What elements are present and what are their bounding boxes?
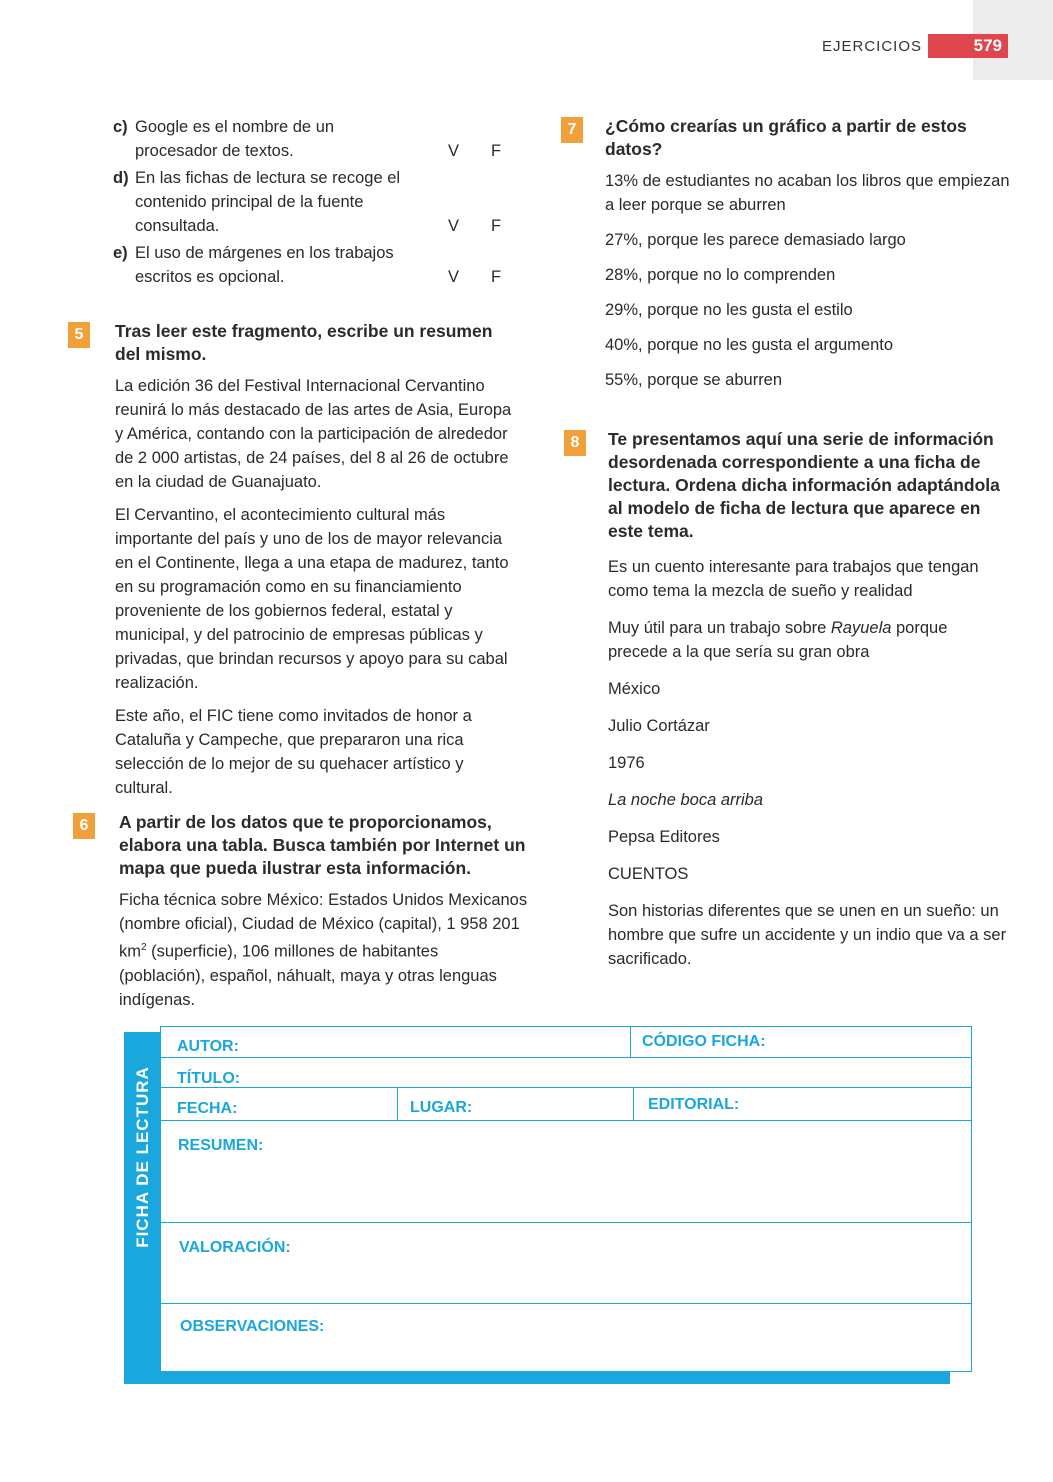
exercise-6-superscript: 2 <box>141 942 147 953</box>
titulo-label: TÍTULO: <box>177 1070 241 1087</box>
exercise-5 <box>115 320 515 809</box>
info-item: Es un cuento interesante para trabajos que tengan como tema la mezcla de sueño y realidad <box>608 558 979 600</box>
data-line: 55%, porque se aburren <box>605 371 783 389</box>
card-row-titulo <box>161 1058 971 1088</box>
codigo-label: CÓDIGO FICHA: <box>642 1033 766 1050</box>
exercise-6-text <box>119 888 529 1012</box>
exercise-5-paragraph: El Cervantino, el acontecimiento cultural más importante del país y uno de los de mayor relevancia en el Continente, llega a una etapa de madurez, tanto en su programación como en su financiamiento proveniente de los gobiernos federal, estatal y municipal, y del patrocinio de empresas públicas y privadas, que brindan recursos y apoyo para su cabal realización. <box>115 506 509 692</box>
titulo-field[interactable] <box>161 1058 971 1087</box>
true-false-item <box>113 166 533 238</box>
exercise-6-number: 6 <box>73 813 95 839</box>
info-text: porque precede a la que sería su gran obra <box>608 619 948 661</box>
exercise-6 <box>119 811 529 1021</box>
autor-label: AUTOR: <box>177 1038 239 1055</box>
exercise-8 <box>608 428 1008 984</box>
false-option[interactable]: F <box>491 142 502 160</box>
card-row-resumen[interactable] <box>161 1121 971 1223</box>
section-header: EJERCICIOS <box>822 38 923 55</box>
exercise-5-paragraph: Este año, el FIC tiene como invitados de honor a Cataluña y Campeche, que prepararon una rica selección de lo mejor de su quehacer artístico y cultural. <box>115 707 472 797</box>
card-row-observaciones[interactable] <box>161 1304 971 1370</box>
exercise-7-number: 7 <box>561 117 583 143</box>
data-line: 27%, porque les parece demasiado largo <box>605 231 906 249</box>
info-item: Julio Cortázar <box>608 717 710 735</box>
item-letter: c) <box>113 118 128 136</box>
page-number: 579 <box>928 34 1008 58</box>
info-item <box>608 616 1008 664</box>
card-row-fecha <box>161 1088 971 1121</box>
valoracion-label: VALORACIÓN: <box>179 1239 291 1256</box>
observaciones-label: OBSERVACIONES: <box>180 1318 325 1335</box>
info-item: 1976 <box>608 754 645 772</box>
card-row-valoracion[interactable] <box>161 1223 971 1304</box>
false-option[interactable]: F <box>491 217 502 235</box>
item-text: En las fichas de lectura se recoge el contenido principal de la fuente consultada. <box>135 169 401 235</box>
left-column <box>113 115 533 292</box>
item-text: El uso de márgenes en los trabajos escritos es opcional. <box>135 244 394 286</box>
exercise-5-title: Tras leer este fragmento, escribe un resumen del mismo. <box>115 321 493 364</box>
info-item: México <box>608 680 661 698</box>
item-text: Google es el nombre de un procesador de textos. <box>135 118 335 160</box>
true-option[interactable]: V <box>448 142 460 160</box>
codigo-field[interactable] <box>631 1027 971 1057</box>
reading-card-label-text: FICHA DE LECTURA <box>133 1066 152 1248</box>
item-letter: e) <box>113 244 128 262</box>
exercise-6-title: A partir de los datos que te proporcionamos, elabora una tabla. Busca también por Internet un mapa que pueda ilustrar esta información. <box>119 812 526 878</box>
false-option[interactable]: F <box>491 268 502 286</box>
exercise-7-title: ¿Cómo crearías un gráfico a partir de estos datos? <box>605 116 967 159</box>
true-option[interactable]: V <box>448 217 460 235</box>
card-row-autor <box>161 1027 971 1058</box>
reading-card-side-label <box>124 1032 162 1372</box>
data-line: 40%, porque no les gusta el argumento <box>605 336 894 354</box>
fecha-field[interactable] <box>161 1088 398 1120</box>
exercise-7 <box>605 115 1010 403</box>
info-item: CUENTOS <box>608 865 689 883</box>
exercise-6-text-b: (superficie), 106 millones de habitantes (población), español, náhualt, maya y otras lenguas indígenas. <box>119 942 497 1009</box>
editorial-field[interactable] <box>634 1088 971 1120</box>
book-title: Rayuela <box>830 619 892 637</box>
true-option[interactable]: V <box>448 268 460 286</box>
resumen-label: RESUMEN: <box>178 1137 264 1154</box>
reading-card <box>160 1026 972 1372</box>
info-text: Muy útil para un trabajo sobre <box>608 619 831 637</box>
data-line: 28%, porque no lo comprenden <box>605 266 836 284</box>
info-item: Son historias diferentes que se unen en un sueño: un hombre que sufre un accidente y un indio que va a ser sacrificado. <box>608 902 1007 968</box>
autor-field[interactable] <box>161 1027 631 1057</box>
fecha-label: FECHA: <box>177 1100 238 1117</box>
editorial-label: EDITORIAL: <box>648 1096 740 1113</box>
true-false-item <box>113 115 533 163</box>
lugar-field[interactable] <box>398 1088 634 1120</box>
exercise-5-number: 5 <box>68 322 90 348</box>
exercise-5-paragraph: La edición 36 del Festival Internacional Cervantino reunirá lo más destacado de las artes de Asia, Europa y América, contando con la participación de alrededor de 2 000 artistas, de 24 países, del 8 al 26 de octubre en la ciudad de Guanajuato. <box>115 377 512 491</box>
exercise-6-text-a: Ficha técnica sobre México: Estados Unidos Mexicanos (nombre oficial), Ciudad de México (capital), 1 958 201 km <box>119 891 528 961</box>
exercise-8-number: 8 <box>564 430 586 456</box>
info-item: Pepsa Editores <box>608 828 720 846</box>
exercise-8-title: Te presentamos aquí una serie de información desordenada correspondiente a una ficha de lectura. Ordena dicha información adaptándola al modelo de ficha de lectura que aparece en este tema. <box>608 429 1000 541</box>
item-letter: d) <box>113 169 129 187</box>
info-item: La noche boca arriba <box>608 791 764 809</box>
lugar-label: LUGAR: <box>410 1099 473 1116</box>
data-line: 29%, porque no les gusta el estilo <box>605 301 853 319</box>
data-line: 13% de estudiantes no acaban los libros que empiezan a leer porque se aburren <box>605 172 1010 214</box>
true-false-item <box>113 241 533 289</box>
